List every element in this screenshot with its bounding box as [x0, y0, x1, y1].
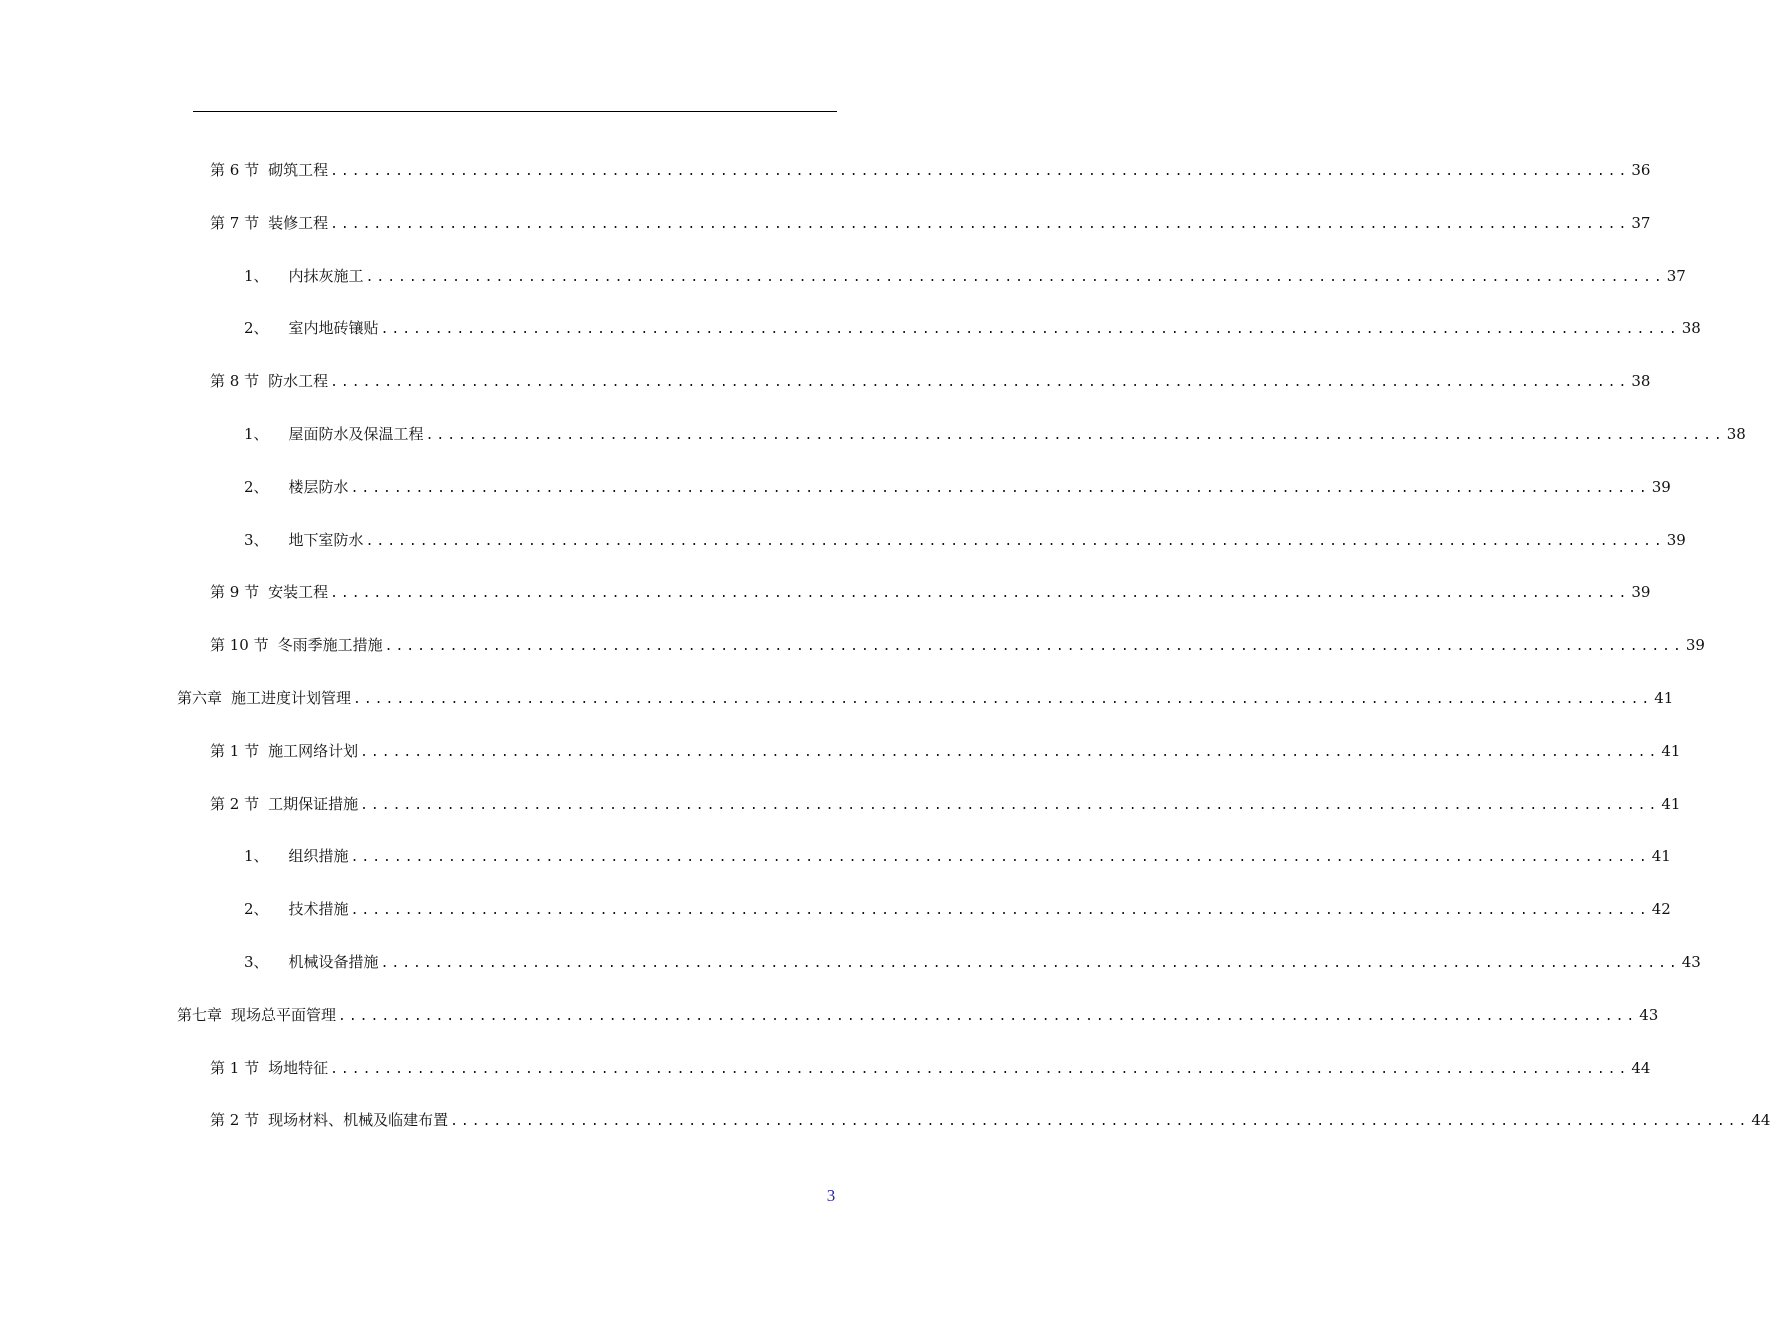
toc-entry[interactable] — [210, 1108, 1770, 1132]
toc-entry-title: 内抹灰施工 — [288, 266, 364, 285]
toc-entry-title: 现场总平面管理 — [231, 1005, 337, 1024]
toc-entry-page: 41 — [1651, 847, 1671, 866]
toc-entry-title: 组织措施 — [288, 847, 349, 866]
toc-entry-page: 43 — [1681, 953, 1701, 971]
toc-dot-leader: ........................................................................................................................ — [350, 480, 1650, 496]
toc-entry[interactable] — [244, 950, 1701, 974]
toc-entry-title: 楼层防水 — [288, 477, 349, 496]
toc-entry-page: 41 — [1661, 794, 1681, 813]
toc-entry-number: 2、 — [244, 900, 269, 919]
toc-entry-title: 技术措施 — [288, 900, 349, 919]
toc-dot-leader: ........................................................................................................................ — [353, 692, 1653, 707]
toc-entry-number: 第 9 节 — [210, 583, 260, 602]
toc-entry[interactable] — [244, 475, 1671, 499]
toc-entry-title: 屋面防水及保温工程 — [288, 425, 424, 443]
toc-entry[interactable] — [244, 422, 1746, 446]
toc-entry-title: 现场材料、机械及临建布置 — [268, 1111, 449, 1130]
toc-entry-number: 1、 — [244, 425, 269, 443]
toc-entry-page: 38 — [1681, 319, 1701, 338]
toc-entry-page: 38 — [1726, 425, 1746, 443]
toc-entry-number: 第七章 — [177, 1005, 223, 1024]
toc-entry-number: 第 1 节 — [210, 1058, 260, 1077]
toc-entry-number: 第 7 节 — [210, 213, 260, 232]
toc-entry[interactable] — [210, 633, 1705, 657]
toc-entry-page: 41 — [1654, 689, 1674, 707]
toc-entry-number: 1、 — [244, 847, 269, 866]
toc-entry-title: 工期保证措施 — [268, 794, 359, 813]
toc-entry-number: 第 2 节 — [210, 794, 260, 813]
toc-dot-leader: ........................................................................................................................ — [380, 956, 1680, 971]
toc-dot-leader: ........................................................................................................................ — [360, 744, 1660, 760]
toc-entry-title: 室内地砖镶贴 — [288, 319, 379, 338]
toc-entry[interactable] — [210, 158, 1651, 182]
toc-entry-page: 37 — [1666, 266, 1686, 285]
toc-entry-page: 38 — [1631, 372, 1651, 391]
toc-entry-number: 第 1 节 — [210, 741, 260, 760]
toc-dot-leader: ........................................................................................................................ — [350, 850, 1650, 866]
toc-dot-leader: ........................................................................................................................ — [330, 375, 1630, 391]
toc-entry-number: 第 6 节 — [210, 161, 260, 179]
toc-entry-page: 39 — [1666, 530, 1686, 549]
toc-entry[interactable] — [210, 792, 1681, 816]
toc-entry[interactable] — [210, 369, 1651, 393]
toc-entry[interactable] — [177, 686, 1674, 710]
toc-dot-leader: ........................................................................................................................ — [330, 164, 1630, 179]
toc-entry-page: 42 — [1651, 900, 1671, 919]
toc-entry-page: 39 — [1651, 477, 1671, 496]
toc-entry-title: 场地特征 — [268, 1058, 329, 1077]
toc-dot-leader: ........................................................................................................................ — [450, 1114, 1750, 1130]
toc-entry-number: 第 2 节 — [210, 1111, 260, 1130]
toc-entry[interactable] — [210, 211, 1651, 235]
toc-dot-leader: ........................................................................................................................ — [350, 903, 1650, 919]
toc-entry-page: 43 — [1639, 1005, 1659, 1024]
toc-dot-leader: ........................................................................................................................ — [330, 216, 1630, 232]
toc-dot-leader: ........................................................................................................................ — [365, 269, 1665, 285]
toc-dot-leader: ........................................................................................................................ — [338, 1008, 1638, 1024]
toc-entry[interactable] — [210, 580, 1651, 604]
toc-dot-leader: ........................................................................................................................ — [384, 639, 1684, 655]
toc-entry-number: 第六章 — [177, 689, 223, 707]
toc-entry-title: 装修工程 — [268, 213, 329, 232]
toc-entry-number: 2、 — [244, 477, 269, 496]
page-number: 3 — [826, 1186, 836, 1205]
toc-entry-title: 砌筑工程 — [268, 161, 329, 179]
toc-entry[interactable] — [244, 316, 1701, 340]
toc-entry-title: 施工进度计划管理 — [231, 689, 352, 707]
toc-entry-page: 44 — [1631, 1058, 1651, 1077]
toc-entry[interactable] — [210, 739, 1681, 763]
toc-entry-number: 3、 — [244, 530, 269, 549]
toc-entry-page: 39 — [1685, 636, 1705, 655]
toc-entry-page: 44 — [1751, 1111, 1770, 1130]
toc-dot-leader: ........................................................................................................................ — [380, 322, 1680, 338]
toc-entry-page: 36 — [1631, 161, 1651, 179]
toc-entry-number: 第 10 节 — [210, 636, 269, 655]
toc-dot-leader: ........................................................................................................................ — [330, 586, 1630, 602]
toc-entry-number: 1、 — [244, 266, 269, 285]
toc-entry[interactable] — [244, 528, 1686, 552]
toc-entry-page: 41 — [1661, 741, 1681, 760]
toc-entry-title: 机械设备措施 — [288, 953, 379, 971]
toc-entry[interactable] — [210, 1056, 1651, 1080]
toc-entry-title: 防水工程 — [268, 372, 329, 391]
toc-entry-title: 安装工程 — [268, 583, 329, 602]
toc-dot-leader: ........................................................................................................................ — [330, 1061, 1630, 1077]
toc-entry-number: 3、 — [244, 953, 269, 971]
toc-entry[interactable] — [244, 897, 1671, 921]
toc-entry-title: 冬雨季施工措施 — [277, 636, 383, 655]
toc-entry-page: 37 — [1631, 213, 1651, 232]
toc-entry-number: 2、 — [244, 319, 269, 338]
toc-dot-leader: ........................................................................................................................ — [360, 797, 1660, 813]
toc-entry[interactable] — [177, 1003, 1659, 1027]
toc-entry-title: 地下室防水 — [288, 530, 364, 549]
toc-entry[interactable] — [244, 844, 1671, 868]
toc-entry-number: 第 8 节 — [210, 372, 260, 391]
toc-dot-leader: ........................................................................................................................ — [365, 533, 1665, 549]
toc-dot-leader: ........................................................................................................................ — [425, 428, 1725, 443]
toc-entry-page: 39 — [1631, 583, 1651, 602]
toc-entry[interactable] — [244, 264, 1686, 288]
toc-entry-title: 施工网络计划 — [268, 741, 359, 760]
